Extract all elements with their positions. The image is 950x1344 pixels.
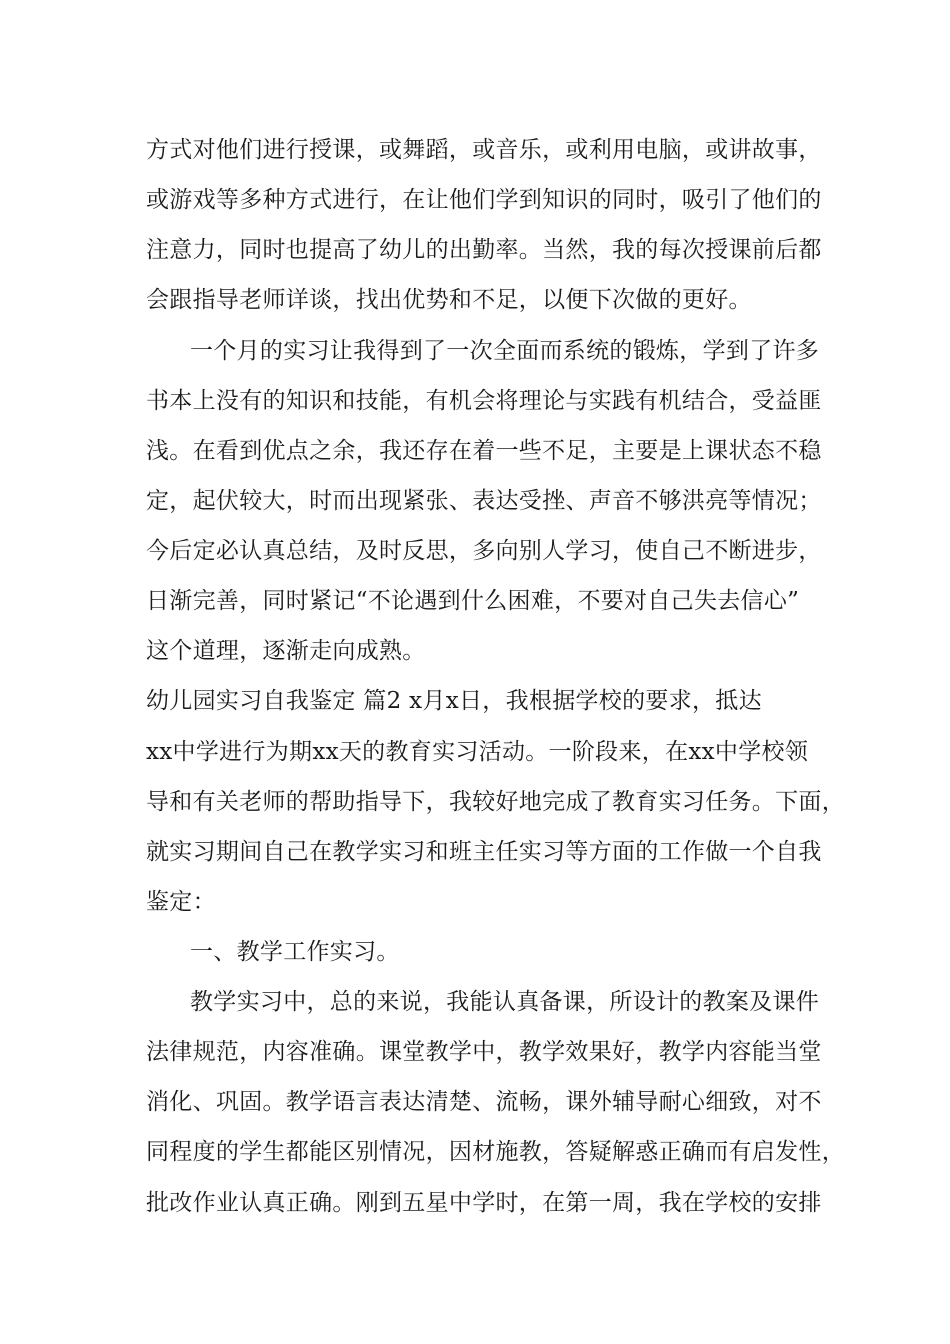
text-line: 消化、巩固。教学语言表达清楚、流畅，课外辅导耐心细致，对不 <box>146 1089 822 1115</box>
text-line: 会跟指导老师详谈，找出优势和不足，以便下次做的更好。 <box>146 287 752 313</box>
text-line: xx中学进行为期xx天的教育实习活动。一阶段来，在xx中学校领 <box>146 739 809 765</box>
text-line: 书本上没有的知识和技能，有机会将理论与实践有机结合，受益匪 <box>146 388 822 414</box>
text-line: 鉴定： <box>146 889 216 915</box>
text-line: 同程度的学生都能区别情况，因材施教，答疑解惑正确而有启发性， <box>146 1139 845 1165</box>
text-line: 批改作业认真正确。刚到五星中学时，在第一周，我在学校的安排 <box>146 1190 822 1216</box>
text-line: 一个月的实习让我得到了一次全面而系统的锻炼，学到了许多 <box>190 338 820 364</box>
text-line: 方式对他们进行授课，或舞蹈，或音乐，或利用电脑，或讲故事， <box>146 137 822 163</box>
text-line: 或游戏等多种方式进行，在让他们学到知识的同时，吸引了他们的 <box>146 187 822 213</box>
text-line: 今后定必认真总结，及时反思，多向别人学习，使自己不断进步， <box>146 538 822 564</box>
text-line: 日渐完善，同时紧记“不论遇到什么困难，不要对自己失去信心” <box>146 588 800 614</box>
text-line: 这个道理，逐渐走向成熟。 <box>146 638 426 664</box>
text-line: 浅。在看到优点之余，我还存在着一些不足，主要是上课状态不稳 <box>146 438 822 464</box>
section-heading-line: 幼儿园实习自我鉴定 篇2 x月x日，我根据学校的要求，抵达 <box>146 688 762 714</box>
subsection-heading: 一、教学工作实习。 <box>190 939 400 965</box>
text-line: 就实习期间自己在教学实习和班主任实习等方面的工作做一个自我 <box>146 839 822 865</box>
text-line: 导和有关老师的帮助指导下，我较好地完成了教育实习任务。下面， <box>146 789 845 815</box>
text-line: 教学实习中，总的来说，我能认真备课，所设计的教案及课件 <box>190 989 820 1015</box>
text-line: 法律规范，内容准确。课堂教学中，教学效果好，教学内容能当堂 <box>146 1039 822 1065</box>
text-line: 注意力，同时也提高了幼儿的出勤率。当然，我的每次授课前后都 <box>146 237 822 263</box>
text-line: 定，起伏较大，时而出现紧张、表达受挫、声音不够洪亮等情况； <box>146 488 822 514</box>
